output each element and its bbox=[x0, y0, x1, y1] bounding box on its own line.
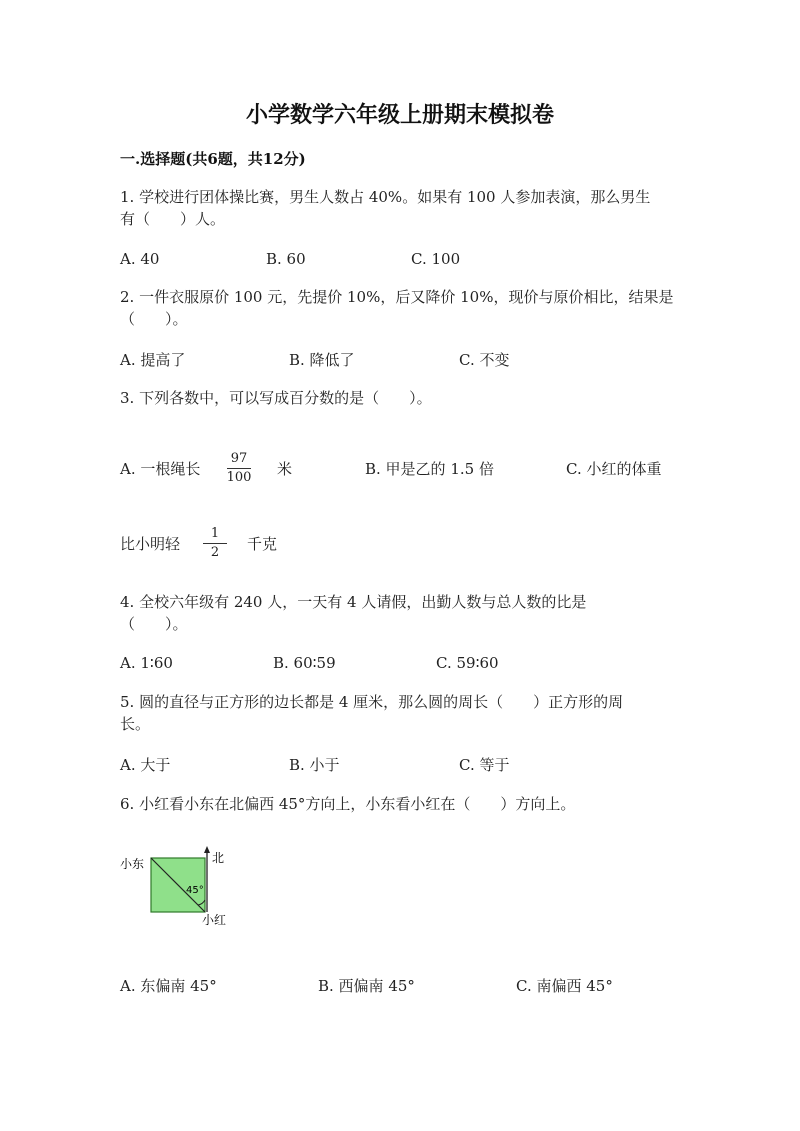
question-3-option-a-prefix: A. 一根绳长 bbox=[120, 460, 201, 478]
label-angle: 45° bbox=[186, 885, 204, 896]
question-5-line-1: 5. 圆的直径与正方形的边长都是 4 厘米，那么圆的周长（ ）正方形的周 bbox=[120, 693, 624, 711]
fraction-numerator: 1 bbox=[210, 526, 220, 541]
section-heading: 一.选择题(共6题，共12分) bbox=[120, 150, 306, 168]
question-3-option-c-line-2-prefix: 比小明轻 bbox=[120, 535, 181, 553]
question-2-option-b: B. 降低了 bbox=[289, 351, 355, 369]
question-3-option-c-line-2-suffix: 千克 bbox=[247, 535, 278, 553]
question-4-option-a: A. 1∶60 bbox=[120, 654, 173, 672]
question-5-line-2: 长。 bbox=[120, 715, 151, 733]
fraction-1-2 bbox=[200, 526, 230, 561]
question-1-option-a: A. 40 bbox=[120, 250, 160, 268]
question-3-option-c-line-1: C. 小红的体重 bbox=[566, 460, 662, 478]
question-2-line-2: （ ）。 bbox=[120, 310, 188, 328]
question-2-line-1: 2. 一件衣服原价 100 元，先提价 10%，后又降价 10%，现价与原价相比，结果是 bbox=[120, 288, 674, 306]
fraction-bar bbox=[203, 543, 227, 544]
question-5-option-a: A. 大于 bbox=[120, 756, 171, 774]
question-3-line-1: 3. 下列各数中，可以写成百分数的是（ ）。 bbox=[120, 389, 432, 407]
question-5-option-b: B. 小于 bbox=[289, 756, 340, 774]
question-1-option-b: B. 60 bbox=[266, 250, 306, 268]
question-4-option-c: C. 59∶60 bbox=[436, 654, 499, 672]
north-arrow-icon bbox=[204, 846, 210, 853]
page-title: 小学数学六年级上册期末模拟卷 bbox=[245, 102, 554, 128]
fraction-denominator: 2 bbox=[210, 545, 220, 560]
fraction-denominator: 100 bbox=[226, 470, 252, 485]
question-6-option-b: B. 西偏南 45° bbox=[318, 977, 415, 995]
question-6-option-c: C. 南偏西 45° bbox=[516, 977, 613, 995]
direction-diagram bbox=[118, 842, 248, 932]
question-4-line-2: （ ）。 bbox=[120, 615, 188, 633]
question-2-option-a: A. 提高了 bbox=[120, 351, 186, 369]
question-1-option-c: C. 100 bbox=[411, 250, 461, 268]
question-6-option-a: A. 东偏南 45° bbox=[120, 977, 217, 995]
question-3-option-b: B. 甲是乙的 1.5 倍 bbox=[365, 460, 494, 478]
fraction-bar bbox=[227, 468, 251, 469]
question-4-option-b: B. 60∶59 bbox=[273, 654, 336, 672]
fraction-97-100 bbox=[224, 451, 254, 486]
label-north: 北 bbox=[212, 851, 225, 865]
question-4-line-1: 4. 全校六年级有 240 人，一天有 4 人请假，出勤人数与总人数的比是 bbox=[120, 593, 587, 611]
question-2-option-c: C. 不变 bbox=[459, 351, 510, 369]
label-xiaodong: 小东 bbox=[120, 857, 145, 871]
question-5-option-c: C. 等于 bbox=[459, 756, 510, 774]
fraction-numerator: 97 bbox=[230, 451, 248, 466]
question-3-option-a-suffix: 米 bbox=[277, 460, 293, 478]
question-6-line-1: 6. 小红看小东在北偏西 45°方向上，小东看小红在（ ）方向上。 bbox=[120, 795, 576, 813]
question-1-line-2: 有（ ）人。 bbox=[120, 210, 226, 228]
question-1-line-1: 1. 学校进行团体操比赛，男生人数占 40%。如果有 100 人参加表演，那么男生 bbox=[120, 188, 651, 206]
label-xiaohong: 小红 bbox=[202, 913, 227, 927]
